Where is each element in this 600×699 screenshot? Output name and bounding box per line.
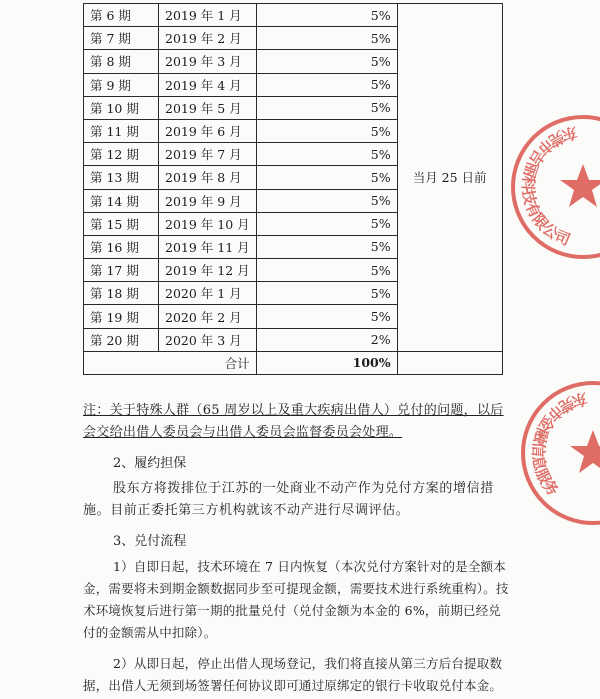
total-value: 100% [256, 351, 397, 374]
period-cell: 第 11 期 [84, 119, 159, 142]
total-empty-cell [397, 351, 502, 374]
month-cell: 2019 年 2 月 [159, 27, 257, 50]
month-cell: 2020 年 1 月 [159, 282, 257, 305]
period-cell: 第 15 期 [84, 212, 159, 235]
period-cell: 第 6 期 [84, 4, 159, 27]
percent-cell: 5% [256, 235, 397, 258]
percent-cell: 5% [256, 166, 397, 189]
period-cell: 第 13 期 [84, 166, 159, 189]
section-2-heading: 2、履约担保 [113, 456, 187, 471]
percent-cell: 5% [256, 119, 397, 142]
percent-cell: 5% [256, 27, 397, 50]
schedule-body [84, 4, 503, 375]
repayment-schedule-table [83, 3, 503, 375]
percent-cell: 5% [256, 73, 397, 96]
section-3-item-2: 2）从即日起，停止出借人现场登记，我们将直接从第三方后台提取数据，出借人无须到场签署任何协议即可通过原绑定的银行卡收取兑付本金。 [83, 656, 503, 693]
period-cell: 第 17 期 [84, 259, 159, 282]
table-row [84, 4, 503, 27]
svg-text:东莞市金融信息服务: 东莞市金融信息服务 [528, 389, 589, 500]
period-cell: 第 20 期 [84, 328, 159, 351]
month-cell: 2019 年 8 月 [159, 166, 257, 189]
month-cell: 2019 年 1 月 [159, 4, 257, 27]
period-cell: 第 8 期 [84, 50, 159, 73]
total-label: 合计 [84, 351, 257, 374]
percent-cell: 5% [256, 189, 397, 212]
month-cell: 2019 年 3 月 [159, 50, 257, 73]
period-cell: 第 14 期 [84, 189, 159, 212]
due-date-cell: 当月 25 日前 [397, 4, 502, 352]
percent-cell: 5% [256, 259, 397, 282]
period-cell: 第 10 期 [84, 96, 159, 119]
month-cell: 2020 年 3 月 [159, 328, 257, 351]
period-cell: 第 9 期 [84, 73, 159, 96]
month-cell: 2019 年 6 月 [159, 119, 257, 142]
month-cell: 2019 年 4 月 [159, 73, 257, 96]
month-cell: 2019 年 9 月 [159, 189, 257, 212]
section-3-item-1: 1）自即日起，技术环境在 7 日内恢复（本次兑付方案针对的是全额本金，需要将未到期金额数据同步至可提现金额，需要技术进行系统重构）。技术环境恢复后进行第一期的批量兑付（兑付金额为本金的 6%，前期已经兑付的金额需从中扣除）。 [83, 559, 509, 640]
period-cell: 第 7 期 [84, 27, 159, 50]
month-cell: 2019 年 12 月 [159, 259, 257, 282]
month-cell: 2019 年 7 月 [159, 143, 257, 166]
month-cell: 2019 年 10 月 [159, 212, 257, 235]
company-seal-top [508, 112, 600, 262]
section-2-body: 股东方将拨排位于江苏的一处商业不动产作为兑付方案的增信措施。目前正委托第三方机构就该不动产进行尽调评估。 [83, 481, 494, 518]
percent-cell: 5% [256, 305, 397, 328]
period-cell: 第 12 期 [84, 143, 159, 166]
month-cell: 2019 年 5 月 [159, 96, 257, 119]
period-cell: 第 18 期 [84, 282, 159, 305]
percent-cell: 5% [256, 50, 397, 73]
month-cell: 2020 年 2 月 [159, 305, 257, 328]
percent-cell: 5% [256, 96, 397, 119]
percent-cell: 5% [256, 143, 397, 166]
percent-cell: 5% [256, 282, 397, 305]
section-3-heading: 3、兑付流程 [113, 534, 187, 549]
period-cell: 第 19 期 [84, 305, 159, 328]
total-row [84, 351, 503, 374]
svg-text:东莞市吉丽科技有限公司: 东莞市吉丽科技有限公司 [518, 123, 579, 250]
special-group-note: 注：关于特殊人群（65 周岁以上及重大疾病出借人）兑付的问题，以后会交给出借人委员会与出借人委员会监督委员会处理。 [83, 403, 504, 440]
period-cell: 第 16 期 [84, 235, 159, 258]
percent-cell: 5% [256, 4, 397, 27]
month-cell: 2019 年 11 月 [159, 235, 257, 258]
percent-cell: 2% [256, 328, 397, 351]
percent-cell: 5% [256, 212, 397, 235]
